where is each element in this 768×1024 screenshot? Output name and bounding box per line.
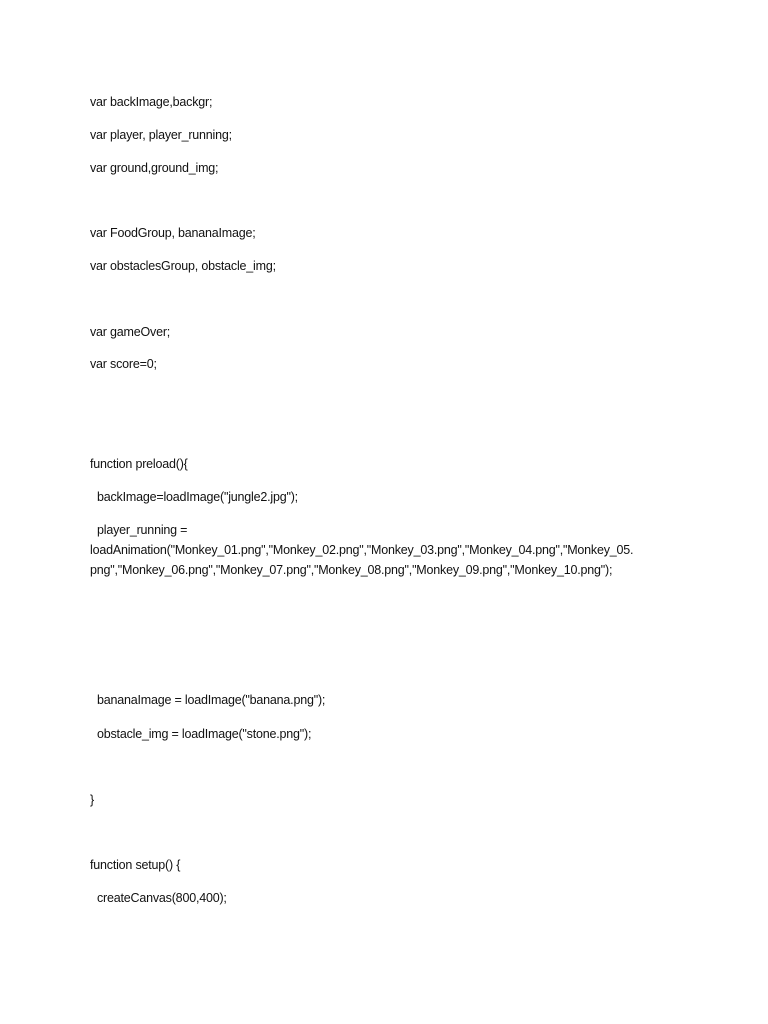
code-line: var backImage,backgr; (90, 95, 213, 109)
code-line: createCanvas(800,400); (97, 891, 227, 905)
code-line: player_running = (97, 523, 188, 537)
code-line: function setup() { (90, 858, 181, 872)
code-line: var FoodGroup, bananaImage; (90, 226, 256, 240)
code-line: loadAnimation("Monkey_01.png","Monkey_02.png","Monkey_03.png","Monkey_04.png","Monkey_05. (90, 543, 634, 557)
code-line: backImage=loadImage("jungle2.jpg"); (97, 490, 298, 504)
code-line: var obstaclesGroup, obstacle_img; (90, 259, 276, 273)
code-line: png","Monkey_06.png","Monkey_07.png","Monkey_08.png","Monkey_09.png","Monkey_10.png"); (90, 563, 613, 577)
code-line: var ground,ground_img; (90, 161, 219, 175)
code-line: var score=0; (90, 357, 157, 371)
code-line: var player, player_running; (90, 128, 232, 142)
code-line: bananaImage = loadImage("banana.png"); (97, 693, 326, 707)
code-line: function preload(){ (90, 457, 188, 471)
code-line: } (90, 793, 94, 807)
code-line: var gameOver; (90, 325, 171, 339)
code-line: obstacle_img = loadImage("stone.png"); (97, 727, 312, 741)
